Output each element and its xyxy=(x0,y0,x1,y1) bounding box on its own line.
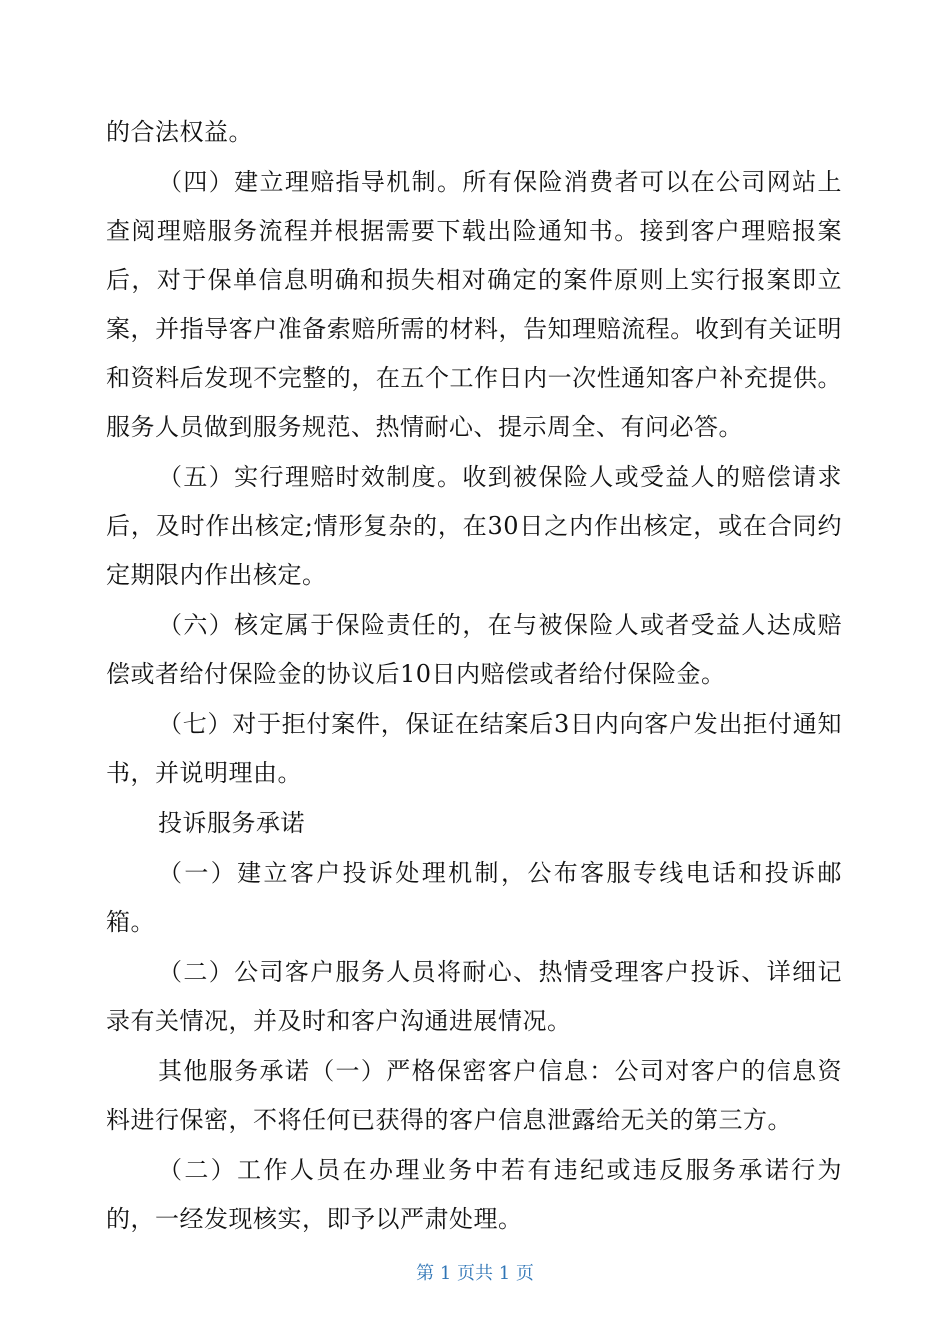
section-heading-complaints: 投诉服务承诺 xyxy=(158,809,305,837)
paragraph-other-commitments: 其他服务承诺（一）严格保密客户信息：公司对客户的信息资料进行保密，不将任何已获得的客户信息泄露给无关的第三方。 xyxy=(106,1057,842,1134)
page-number-footer: 第 1 页共 1 页 xyxy=(416,1263,534,1284)
document-body xyxy=(106,108,842,1245)
paragraph-continuation: 的合法权益。 xyxy=(106,118,253,146)
paragraph-claims-guidance: （四）建立理赔指导机制。所有保险消费者可以在公司网站上查阅理赔服务流程并根据需要下载出险通知书。接到客户理赔报案后，对于保单信息明确和损失相对确定的案件原则上实行报案即立案，并指导客户准备索赔所需的材料，告知理赔流程。收到有关证明和资料后发现不完整的，在五个工作日内一次性通知客户补充提供。服务人员做到服务规范、热情耐心、提示周全、有问必答。 xyxy=(106,168,842,441)
paragraph-claims-timeliness: （五）实行理赔时效制度。收到被保险人或受益人的赔偿请求后，及时作出核定;情形复杂的，在30日之内作出核定，或在合同约定期限内作出核定。 xyxy=(106,463,842,589)
paragraph-staff-discipline: （二）工作人员在办理业务中若有违纪或违反服务承诺行为的，一经发现核实，即予以严肃处理。 xyxy=(106,1156,842,1233)
paragraph-complaint-handling: （二）公司客户服务人员将耐心、热情受理客户投诉、详细记录有关情况，并及时和客户沟通进展情况。 xyxy=(106,958,842,1035)
paragraph-liability-payment: （六）核定属于保险责任的，在与被保险人或者受益人达成赔偿或者给付保险金的协议后10日内赔偿或者给付保险金。 xyxy=(106,611,842,688)
paragraph-rejection-cases: （七）对于拒付案件，保证在结案后3日内向客户发出拒付通知书，并说明理由。 xyxy=(106,710,842,787)
paragraph-complaint-mechanism: （一）建立客户投诉处理机制，公布客服专线电话和投诉邮箱。 xyxy=(106,859,842,936)
